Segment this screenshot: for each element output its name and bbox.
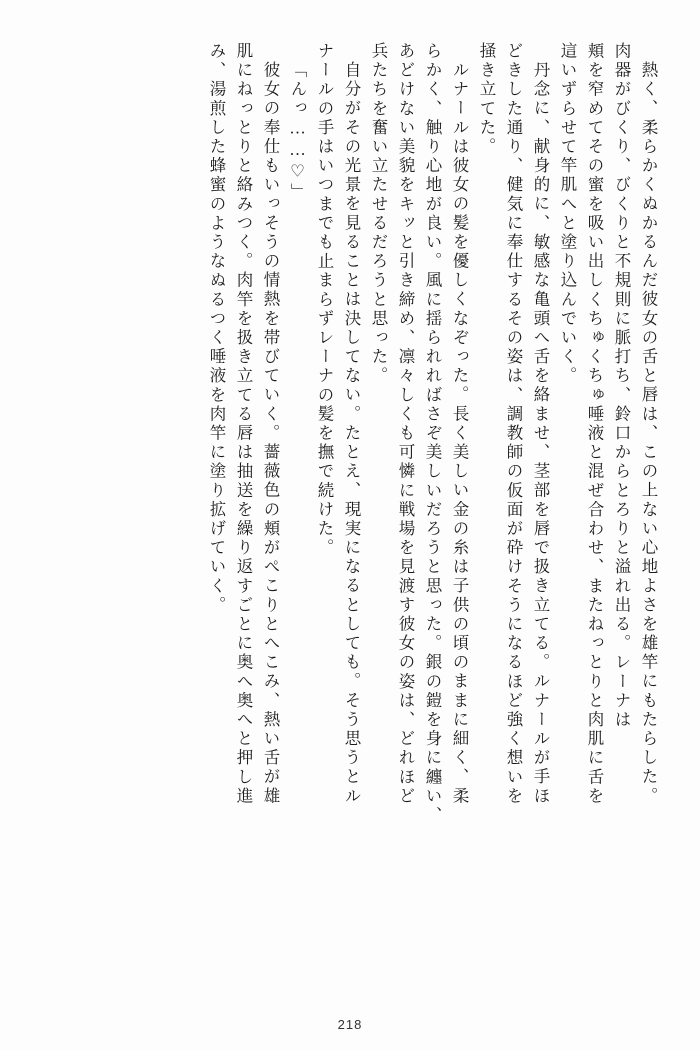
text-line: 肉器がびくり、びくりと不規則に脈打ち、鈴口からとろりと溢れ出る。レーナは [612, 42, 631, 730]
text-line: 肌にねっとりと絡みつく。肉竿を扱き立てる唇は抽送を繰り返すごとに奥へ奥へと押し進 [234, 42, 253, 806]
page-number: 218 [337, 1017, 363, 1032]
text-line: ナールの手はいつまでも止まらずレーナの髪を撫で続けた。 [315, 42, 334, 558]
text-line: ルナールは彼女の髪を優しくなぞった。長く美しい金の糸は子供の頃のままに細く、柔 [450, 61, 469, 806]
text-line: 彼女の奉仕もいっそうの情熱を帯びていく。薔薇色の頬がぺこりとへこみ、熱い舌が雄 [261, 61, 280, 806]
text-line: 丹念に、献身的に、敏感な亀頭へ舌を絡ませ、茎部を唇で扱き立てる。ルナールが手ほ [531, 61, 550, 806]
text-line: らかく、触り心地が良い。風に揺られればさぞ美しいだろうと思った。銀の鎧を身に纏い、 [423, 42, 442, 826]
text-line: 掻き立てた。 [477, 42, 496, 157]
text-line: み、湯煎した蜂蜜のようなぬるつく唾液を肉竿に塗り拡げていく。 [207, 42, 226, 615]
text-line: 「んっ……♡」 [288, 61, 307, 203]
text-line: どきした通り、健気に奉仕するその姿は、調教師の仮面が砕けそうになるほど強く想いを [504, 42, 523, 806]
text-line: 頬を窄めてその蜜を吸い出しくちゅくちゅ唾液と混ぜ合わせ、またねっとりと肉肌に舌を [585, 42, 604, 806]
text-line: 熱く、柔らかくぬかるんだ彼女の舌と唇は、この上ない心地よさを雄竿にもたらした。 [639, 61, 658, 806]
text-line: 這いずらせて竿肌へと塗り込んでいく。 [558, 42, 577, 386]
text-line: あどけない美貌をキッと引き締め、凛々しくも可憐に戦場を見渡す彼女の姿は、どれほど [396, 42, 415, 806]
vertical-text-body [44, 42, 656, 992]
text-line: 兵たちを奮い立たせるだろうと思った。 [369, 42, 388, 386]
text-line: 自分がその光景を見ることは決してない。たとえ、現実になるとしても。そう思うとル [342, 61, 361, 806]
